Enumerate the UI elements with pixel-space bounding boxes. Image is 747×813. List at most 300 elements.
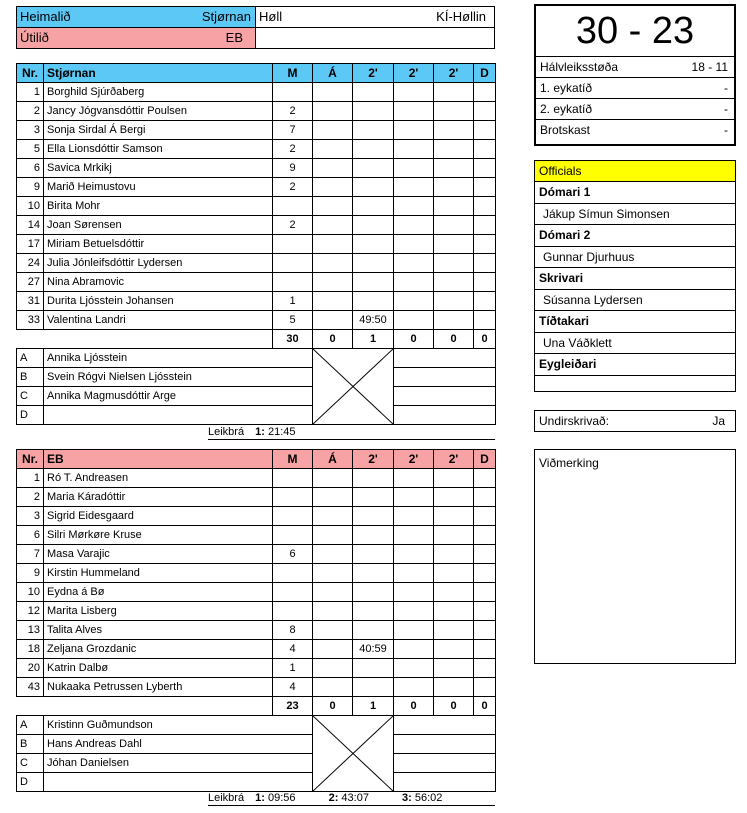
staff-extra [394, 406, 496, 425]
player-suspension-1 [353, 102, 394, 121]
player-suspension-3 [434, 311, 474, 330]
cross-out-icon [313, 349, 393, 424]
player-suspension-2 [394, 178, 434, 197]
player-warning [313, 178, 353, 197]
player-disqualification [474, 488, 496, 507]
player-row [17, 159, 496, 178]
player-suspension-3 [434, 640, 474, 659]
staff-name: Annika Ljósstein [44, 349, 313, 368]
player-suspension-2 [394, 311, 434, 330]
player-warning [313, 292, 353, 311]
player-warning [313, 507, 353, 526]
player-disqualification [474, 311, 496, 330]
player-name: Durita Ljósstein Johansen [44, 292, 273, 311]
team1-timeout-1-time: 21:45 [267, 426, 296, 438]
player-disqualification [474, 178, 496, 197]
player-warning [313, 216, 353, 235]
player-suspension-2 [394, 273, 434, 292]
player-suspension-3 [434, 254, 474, 273]
player-suspension-3 [434, 292, 474, 311]
player-suspension-2 [394, 564, 434, 583]
team2-timeouts [208, 791, 495, 806]
remarks-box [534, 449, 736, 664]
timekeeper-name: Una Váðklett [535, 332, 735, 354]
player-goals: 2 [273, 178, 313, 197]
player-name: Ella Lionsdóttir Samson [44, 140, 273, 159]
cross-out-icon [313, 716, 393, 791]
team2-timeout-3-time: 56:02 [414, 792, 443, 804]
total-a: 0 [313, 697, 353, 716]
player-number: 17 [17, 235, 44, 254]
player-goals: 9 [273, 159, 313, 178]
team1-timeouts [208, 425, 495, 440]
scorer-name: Súsanna Lydersen [535, 289, 735, 311]
team2-timeout-1-time: 09:56 [267, 792, 296, 804]
player-disqualification [474, 678, 496, 697]
player-goals [273, 488, 313, 507]
player-suspension-1 [353, 507, 394, 526]
player-suspension-1 [353, 178, 394, 197]
player-disqualification [474, 197, 496, 216]
player-row [17, 564, 496, 583]
player-disqualification [474, 526, 496, 545]
halftime-value: 18 - 11 [691, 60, 728, 74]
player-number: 5 [17, 140, 44, 159]
player-disqualification [474, 235, 496, 254]
staff-extra [394, 349, 496, 368]
player-suspension-1 [353, 583, 394, 602]
player-row [17, 469, 496, 488]
extra-time-1-label: 1. eykatíð [540, 81, 593, 95]
timekeeper-role: Tíðtakari [539, 314, 590, 328]
player-warning [313, 564, 353, 583]
player-suspension-1 [353, 678, 394, 697]
player-suspension-3 [434, 678, 474, 697]
player-suspension-1 [353, 216, 394, 235]
player-row [17, 292, 496, 311]
staff-extra [394, 773, 496, 792]
player-suspension-1 [353, 488, 394, 507]
player-warning [313, 311, 353, 330]
player-name: Sonja Sirdal Á Bergi [44, 121, 273, 140]
player-suspension-2 [394, 678, 434, 697]
player-warning [313, 640, 353, 659]
player-warning [313, 273, 353, 292]
staff-name: Kristinn Guðmundson [44, 716, 313, 735]
player-suspension-1 [353, 159, 394, 178]
officials-box [534, 160, 736, 392]
col-goals: M [273, 450, 313, 469]
player-number: 3 [17, 507, 44, 526]
player-goals: 7 [273, 121, 313, 140]
staff-name [44, 773, 313, 792]
player-number: 3 [17, 121, 44, 140]
player-suspension-3 [434, 583, 474, 602]
staff-cross-cell [313, 716, 394, 792]
player-number: 6 [17, 526, 44, 545]
extra-time-2-row [536, 99, 734, 120]
player-number: 7 [17, 545, 44, 564]
player-warning [313, 488, 353, 507]
player-goals [273, 197, 313, 216]
player-name: Zeljana Grozdanic [44, 640, 273, 659]
halftime-label: Hálvleiksstøða [540, 60, 619, 74]
player-number: 9 [17, 564, 44, 583]
total-d: 0 [474, 697, 496, 716]
totals-row [17, 697, 496, 716]
total-d: 0 [474, 330, 496, 349]
staff-row [17, 773, 496, 792]
staff-code: C [17, 754, 44, 773]
player-name: Miriam Betuelsdóttir [44, 235, 273, 254]
player-row [17, 273, 496, 292]
player-number: 33 [17, 311, 44, 330]
player-warning [313, 659, 353, 678]
referee-2-name: Gunnar Djurhuus [535, 246, 735, 268]
player-row [17, 621, 496, 640]
col-suspension-1: 2' [353, 64, 394, 83]
player-suspension-2 [394, 659, 434, 678]
signed-box [534, 410, 736, 432]
player-suspension-2 [394, 140, 434, 159]
player-row [17, 311, 496, 330]
player-goals [273, 507, 313, 526]
player-suspension-2 [394, 292, 434, 311]
player-suspension-1 [353, 235, 394, 254]
totals-spacer [17, 697, 273, 716]
player-disqualification [474, 273, 496, 292]
staff-row [17, 349, 496, 368]
player-disqualification [474, 583, 496, 602]
player-number: 24 [17, 254, 44, 273]
staff-extra [394, 387, 496, 406]
player-goals [273, 469, 313, 488]
staff-name: Annika Magmusdóttir Arge [44, 387, 313, 406]
player-disqualification [474, 507, 496, 526]
player-goals [273, 564, 313, 583]
signed-value: Ja [712, 414, 725, 428]
player-number: 27 [17, 273, 44, 292]
player-suspension-3 [434, 140, 474, 159]
player-row [17, 102, 496, 121]
player-row [17, 235, 496, 254]
player-suspension-2 [394, 197, 434, 216]
penalty-value: - [724, 123, 728, 137]
venue-row [255, 6, 495, 28]
player-suspension-1 [353, 292, 394, 311]
team1-timeouts-label: Leikbrá [208, 426, 245, 438]
team2-timeouts-label: Leikbrá [208, 792, 245, 804]
player-suspension-3 [434, 235, 474, 254]
player-suspension-2 [394, 488, 434, 507]
player-name: Masa Varajic [44, 545, 273, 564]
player-row [17, 507, 496, 526]
totals-spacer [17, 330, 273, 349]
total-a: 0 [313, 330, 353, 349]
player-row [17, 216, 496, 235]
player-suspension-1 [353, 526, 394, 545]
player-goals [273, 526, 313, 545]
player-name: Marita Lisberg [44, 602, 273, 621]
team2-table [16, 449, 496, 792]
player-goals: 5 [273, 311, 313, 330]
player-goals [273, 602, 313, 621]
player-number: 12 [17, 602, 44, 621]
player-suspension-2 [394, 621, 434, 640]
staff-extra [394, 716, 496, 735]
player-suspension-2 [394, 602, 434, 621]
col-warning: Á [313, 450, 353, 469]
home-label: Heimalið [20, 9, 71, 24]
referee-2-role: Dómari 2 [539, 228, 591, 242]
venue-blank-row [255, 27, 495, 49]
player-name: Sigrid Eidesgaard [44, 507, 273, 526]
player-suspension-1 [353, 121, 394, 140]
final-score: 30 - 23 [536, 6, 734, 57]
staff-row [17, 406, 496, 425]
staff-row [17, 368, 496, 387]
player-suspension-1 [353, 469, 394, 488]
player-suspension-3 [434, 102, 474, 121]
player-suspension-1 [353, 545, 394, 564]
player-suspension-2 [394, 121, 434, 140]
player-disqualification [474, 216, 496, 235]
penalty-row [536, 120, 734, 140]
player-name: Silri Mørkøre Kruse [44, 526, 273, 545]
hall-name: KÍ-Høllin [436, 9, 486, 24]
player-disqualification [474, 102, 496, 121]
player-suspension-1: 40:59 [353, 640, 394, 659]
player-suspension-1 [353, 254, 394, 273]
remarks-label: Viðmerking [539, 456, 599, 470]
player-disqualification [474, 659, 496, 678]
player-name: Nukaaka Petrussen Lyberth [44, 678, 273, 697]
team2-name-header: EB [44, 450, 273, 469]
player-goals [273, 273, 313, 292]
col-suspension-3: 2' [434, 450, 474, 469]
player-disqualification [474, 254, 496, 273]
player-suspension-2 [394, 469, 434, 488]
total-m: 30 [273, 330, 313, 349]
player-name: Maria Káradóttir [44, 488, 273, 507]
staff-row [17, 735, 496, 754]
col-suspension-3: 2' [434, 64, 474, 83]
player-suspension-3 [434, 545, 474, 564]
col-goals: M [273, 64, 313, 83]
player-number: 43 [17, 678, 44, 697]
player-row [17, 140, 496, 159]
player-suspension-3 [434, 602, 474, 621]
player-row [17, 678, 496, 697]
player-goals: 2 [273, 102, 313, 121]
player-suspension-1 [353, 83, 394, 102]
player-suspension-1 [353, 197, 394, 216]
player-number: 31 [17, 292, 44, 311]
player-number: 2 [17, 102, 44, 121]
extra-time-2-label: 2. eykatíð [540, 102, 593, 116]
scorer-role: Skrivari [539, 271, 584, 285]
player-disqualification [474, 545, 496, 564]
player-number: 1 [17, 83, 44, 102]
player-goals: 1 [273, 659, 313, 678]
player-suspension-1 [353, 602, 394, 621]
player-warning [313, 526, 353, 545]
player-goals: 6 [273, 545, 313, 564]
player-row [17, 197, 496, 216]
total-m2a: 1 [353, 697, 394, 716]
player-suspension-2 [394, 216, 434, 235]
player-suspension-3 [434, 273, 474, 292]
player-number: 14 [17, 216, 44, 235]
total-m2a: 1 [353, 330, 394, 349]
player-disqualification [474, 121, 496, 140]
player-suspension-2 [394, 235, 434, 254]
player-row [17, 121, 496, 140]
player-warning [313, 602, 353, 621]
extra-time-2-value: - [724, 102, 728, 116]
observer-name [535, 375, 735, 396]
observer-role: Eygleiðari [539, 357, 597, 371]
team1-table [16, 63, 496, 425]
staff-row [17, 754, 496, 773]
player-suspension-3 [434, 564, 474, 583]
player-suspension-3 [434, 159, 474, 178]
player-disqualification [474, 292, 496, 311]
player-suspension-2 [394, 102, 434, 121]
staff-code: A [17, 716, 44, 735]
referee-1-name: Jákup Símun Simonsen [535, 203, 735, 225]
player-name: Valentina Landri [44, 311, 273, 330]
player-goals: 2 [273, 140, 313, 159]
player-name: Joan Sørensen [44, 216, 273, 235]
totals-row [17, 330, 496, 349]
player-warning [313, 678, 353, 697]
player-name: Marið Heimustovu [44, 178, 273, 197]
col-suspension-2: 2' [394, 450, 434, 469]
player-suspension-3 [434, 526, 474, 545]
player-row [17, 488, 496, 507]
player-suspension-2 [394, 83, 434, 102]
player-number: 1 [17, 469, 44, 488]
total-m2c: 0 [434, 330, 474, 349]
player-suspension-3 [434, 621, 474, 640]
player-goals: 4 [273, 678, 313, 697]
team2-timeout-1-number: 1: [255, 792, 265, 804]
extra-time-1-row [536, 78, 734, 99]
player-suspension-3 [434, 216, 474, 235]
player-suspension-2 [394, 583, 434, 602]
player-name: Julia Jónleifsdóttir Lydersen [44, 254, 273, 273]
player-row [17, 602, 496, 621]
home-team-name: Stjørnan [201, 9, 251, 24]
total-m2b: 0 [394, 697, 434, 716]
player-row [17, 526, 496, 545]
player-name: Birita Mohr [44, 197, 273, 216]
staff-code: C [17, 387, 44, 406]
player-suspension-3 [434, 83, 474, 102]
staff-extra [394, 754, 496, 773]
staff-row [17, 387, 496, 406]
player-row [17, 545, 496, 564]
player-suspension-2 [394, 640, 434, 659]
player-suspension-2 [394, 545, 434, 564]
staff-name: Jóhan Danielsen [44, 754, 313, 773]
player-number: 10 [17, 197, 44, 216]
player-name: Jancy Jógvansdóttir Poulsen [44, 102, 273, 121]
player-disqualification [474, 621, 496, 640]
player-number: 10 [17, 583, 44, 602]
player-suspension-3 [434, 659, 474, 678]
player-warning [313, 121, 353, 140]
staff-code: B [17, 735, 44, 754]
player-warning [313, 469, 353, 488]
staff-code: A [17, 349, 44, 368]
team1-name-header: Stjørnan [44, 64, 273, 83]
team2-timeout-2-number: 2: [328, 792, 339, 804]
signed-label: Undirskrivað: [539, 414, 610, 428]
staff-code: B [17, 368, 44, 387]
player-suspension-2 [394, 159, 434, 178]
player-goals [273, 254, 313, 273]
player-name: Talita Alves [44, 621, 273, 640]
col-suspension-1: 2' [353, 450, 394, 469]
player-disqualification [474, 83, 496, 102]
staff-cross-cell [313, 349, 394, 425]
extra-time-1-value: - [724, 81, 728, 95]
player-disqualification [474, 469, 496, 488]
player-disqualification [474, 159, 496, 178]
player-suspension-2 [394, 254, 434, 273]
player-goals: 1 [273, 292, 313, 311]
player-warning [313, 83, 353, 102]
player-suspension-3 [434, 197, 474, 216]
player-suspension-1: 49:50 [353, 311, 394, 330]
player-number: 18 [17, 640, 44, 659]
player-suspension-1 [353, 140, 394, 159]
staff-row [17, 716, 496, 735]
player-name: Eydna á Bø [44, 583, 273, 602]
referee-1-role: Dómari 1 [539, 185, 591, 199]
col-disqualification: D [474, 450, 496, 469]
player-goals [273, 83, 313, 102]
player-suspension-3 [434, 507, 474, 526]
player-suspension-2 [394, 526, 434, 545]
penalty-label: Brotskast [540, 123, 591, 137]
staff-name: Hans Andreas Dahl [44, 735, 313, 754]
halftime-row [536, 57, 734, 78]
player-suspension-1 [353, 273, 394, 292]
total-m: 23 [273, 697, 313, 716]
staff-code: D [17, 773, 44, 792]
player-suspension-3 [434, 469, 474, 488]
player-goals [273, 235, 313, 254]
player-number: 13 [17, 621, 44, 640]
player-warning [313, 102, 353, 121]
player-disqualification [474, 140, 496, 159]
staff-name [44, 406, 313, 425]
player-name: Ró T. Andreasen [44, 469, 273, 488]
player-row [17, 640, 496, 659]
team2-timeout-3-number: 3: [402, 792, 412, 804]
staff-name: Svein Rógvi Nielsen Ljósstein [44, 368, 313, 387]
total-m2b: 0 [394, 330, 434, 349]
away-team-row [16, 27, 256, 49]
player-warning [313, 254, 353, 273]
staff-code: D [17, 406, 44, 425]
player-name: Katrin Dalbø [44, 659, 273, 678]
player-name: Savica Mrkikj [44, 159, 273, 178]
player-suspension-3 [434, 178, 474, 197]
